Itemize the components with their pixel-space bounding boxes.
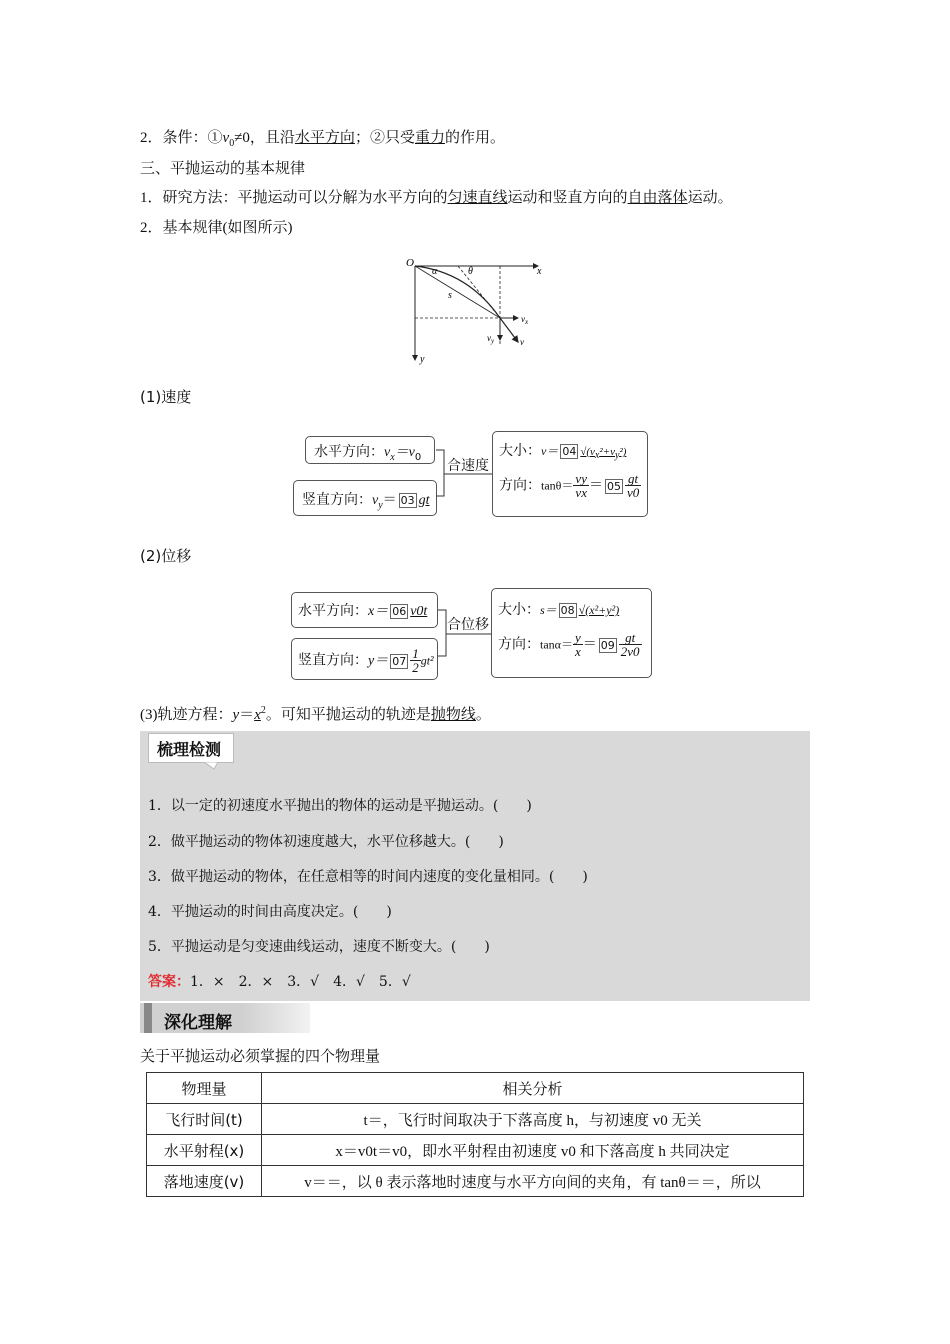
vel-h-eqsub: 0 — [414, 451, 422, 463]
disp-h-num: 06 — [392, 605, 407, 618]
table-cell-desc: t＝，飞行时间取决于下落高度 h，与初速度 v0 无关 — [262, 1104, 804, 1135]
disp-mag-num: 08 — [560, 604, 575, 617]
disp-v-expr: y＝ — [368, 653, 389, 669]
trajectory-y: y — [232, 707, 240, 723]
disp-dir-expr: tanα＝ — [540, 637, 573, 652]
vel-h-label: 水平方向： — [314, 444, 384, 460]
answer-gravity: 重力 — [414, 130, 445, 146]
vel-mag-label: 大小： — [499, 443, 541, 459]
method-suffix: 运动。 — [687, 190, 733, 206]
vel-dir-expr: tanθ＝ — [541, 478, 574, 493]
method-mid: 运动和竖直方向的 — [507, 190, 628, 206]
disp-vertical-box — [291, 638, 438, 680]
method-prefix: 1．研究方法：平抛运动可以分解为水平方向的 — [140, 190, 448, 206]
answer-parabola: 抛物线 — [430, 707, 476, 723]
vel-v-expr: v — [372, 493, 379, 508]
vel-horizontal-box — [305, 436, 435, 464]
vel-mag-num: 04 — [562, 445, 577, 458]
disp-dir-frac: $\frac{y}{x}$ — [574, 630, 581, 659]
vel-dir-frac: $\frac{vy}{vx}$ — [575, 471, 587, 500]
disp-dir-row: 方向：tanα＝ $\frac{y}{x}$ ＝ 09 $\frac{gt}{2v0}$ — [498, 630, 640, 659]
review-tag-pointer — [204, 762, 218, 770]
answer-horizontal: 水平方向 — [294, 130, 355, 146]
y-label: y — [420, 354, 425, 365]
vel-dir-row: 方向：tanθ＝ $\frac{vy}{vx}$ ＝ 05 $\frac{gt}{v0}$ — [499, 471, 640, 500]
table-row — [147, 1104, 804, 1135]
answer-uniform: 匀速直线 — [447, 190, 508, 206]
table-cell-name: 落地速度(v) — [147, 1166, 262, 1197]
condition-line — [140, 126, 505, 149]
question-1: 1．以一定的初速度水平抛出的物体的运动是平抛运动。( ) — [148, 798, 532, 814]
vel-mag-expr: v＝ — [541, 444, 559, 458]
disp-mag-label: 大小： — [498, 602, 540, 618]
disp-horizontal-box — [291, 592, 438, 628]
vel-mag-row — [499, 440, 641, 472]
disp-h-answer: v0t — [410, 604, 428, 619]
disp-v-answer: gt² — [420, 653, 434, 668]
vel-combine-label: 合速度 — [447, 458, 489, 474]
physics-table — [146, 1072, 804, 1197]
condition-neq: ≠0，且沿 — [234, 130, 295, 146]
disp-dir-label: 方向： — [498, 636, 540, 653]
disp-dir-answer: $\frac{gt}{2v0}$ — [620, 630, 640, 659]
table-header: 物理量 — [147, 1073, 262, 1104]
table-header: 相关分析 — [262, 1073, 804, 1104]
v0-symbol: v — [222, 130, 230, 146]
table-header-row — [147, 1073, 804, 1104]
trajectory-eq: ＝ — [239, 707, 255, 723]
vy-label: $v_y$ — [487, 333, 495, 345]
vel-v-answer: gt — [418, 493, 430, 508]
disp-v-num: 07 — [392, 654, 407, 668]
s-label: s — [448, 290, 452, 301]
question-3: 3．做平抛运动的物体，在任意相等的时间内速度的变化量相同。( ) — [148, 869, 588, 885]
trajectory-mid: 。可知平抛运动的轨迹是 — [265, 707, 431, 723]
displacement-line — [415, 266, 500, 318]
table-cell-desc: v＝＝，以 θ 表示落地时速度与水平方向间的夹角，有 tanθ＝＝，所以 — [262, 1166, 804, 1197]
v0-subscript: 0 — [229, 138, 235, 149]
vel-v-sub: y — [378, 499, 383, 511]
vel-vertical-box — [293, 480, 437, 516]
table-cell-name: 水平射程(x) — [147, 1135, 262, 1166]
vel-h-eq: ＝v — [394, 445, 415, 460]
vel-v-label: 竖直方向： — [302, 492, 372, 508]
vel-mag-answer: $√(v_x^2+v_y^2)$ — [580, 446, 627, 462]
theta-label: θ — [468, 266, 473, 277]
table-cell-name: 飞行时间(t) — [147, 1104, 262, 1135]
question-2: 2．做平抛运动的物体初速度越大，水平位移越大。( ) — [148, 834, 504, 850]
vel-h-sub: x — [390, 451, 395, 463]
answer-row — [148, 971, 411, 991]
disp-v-label: 竖直方向： — [298, 652, 368, 669]
disp-dir-num: 09 — [600, 638, 615, 652]
alpha-label: α — [432, 266, 438, 277]
table-cell-desc: x＝v0t＝v0，即水平射程由初速度 v0 和下落高度 h 共同决定 — [262, 1135, 804, 1166]
condition-prefix: 2．条件：① — [140, 130, 223, 146]
disp-v-frac: $\frac{1}{2}$ — [412, 646, 419, 675]
table-title: 关于平抛运动必须掌握的四个物理量 — [140, 1047, 381, 1065]
condition-mid: ；②只受 — [354, 130, 415, 146]
review-tag-box — [148, 733, 234, 763]
answer-text: 1．× 2．× 3．√ 4．√ 5．√ — [190, 974, 411, 990]
disp-mag-expr: s＝ — [540, 603, 557, 617]
section3-title: 三、平抛运动的基本规律 — [140, 159, 306, 177]
projectile-figure — [398, 252, 558, 368]
trajectory-suffix: 。 — [475, 707, 491, 723]
trajectory-sup: 2 — [260, 705, 266, 716]
table-row — [147, 1135, 804, 1166]
condition-suffix: 的作用。 — [444, 130, 505, 146]
answer-freefall: 自由落体 — [627, 190, 688, 206]
vx-label: $v_x$ — [521, 314, 529, 326]
trajectory-x: x — [254, 707, 261, 723]
review-tag: 梳理检测 — [157, 740, 222, 759]
method-line — [140, 186, 733, 207]
vel-v-eq: ＝ — [382, 492, 397, 508]
vel-result-box — [492, 431, 648, 517]
v-label: v — [520, 337, 524, 347]
disp-h-label: 水平方向： — [298, 603, 368, 619]
velocity-heading: (1)速度 — [140, 388, 192, 406]
origin-label: O — [406, 257, 414, 269]
displacement-heading: (2)位移 — [140, 547, 192, 565]
vel-v-num: 03 — [400, 494, 415, 507]
trajectory-prefix: (3)轨迹方程： — [140, 707, 233, 723]
disp-h-expr: x＝ — [368, 604, 389, 619]
vel-h-expr: v — [384, 445, 391, 460]
question-5: 5．平抛运动是匀变速曲线运动，速度不断变大。( ) — [148, 939, 490, 955]
vel-dir-answer: $\frac{gt}{v0}$ — [626, 471, 640, 500]
v-arrow — [500, 318, 518, 342]
disp-mag-row — [498, 599, 645, 631]
deepen-tag-bar — [144, 1003, 152, 1033]
basic-law-line: 2．基本规律(如图所示) — [140, 220, 293, 236]
table-row — [147, 1166, 804, 1197]
deepen-tag-bg — [140, 1003, 310, 1033]
vel-dir-label: 方向： — [499, 477, 541, 494]
disp-combine-label: 合位移 — [447, 617, 489, 633]
dash-tangent — [458, 266, 500, 318]
question-4: 4．平抛运动的时间由高度决定。( ) — [148, 904, 392, 920]
disp-mag-answer: √(x²+y²) — [578, 603, 620, 617]
disp-result-box — [491, 588, 652, 678]
vel-dir-num: 05 — [606, 479, 621, 493]
x-label: x — [537, 266, 542, 277]
answer-label: 答案： — [148, 974, 190, 990]
deepen-tag: 深化理解 — [164, 1013, 232, 1033]
trajectory-line — [140, 703, 491, 724]
